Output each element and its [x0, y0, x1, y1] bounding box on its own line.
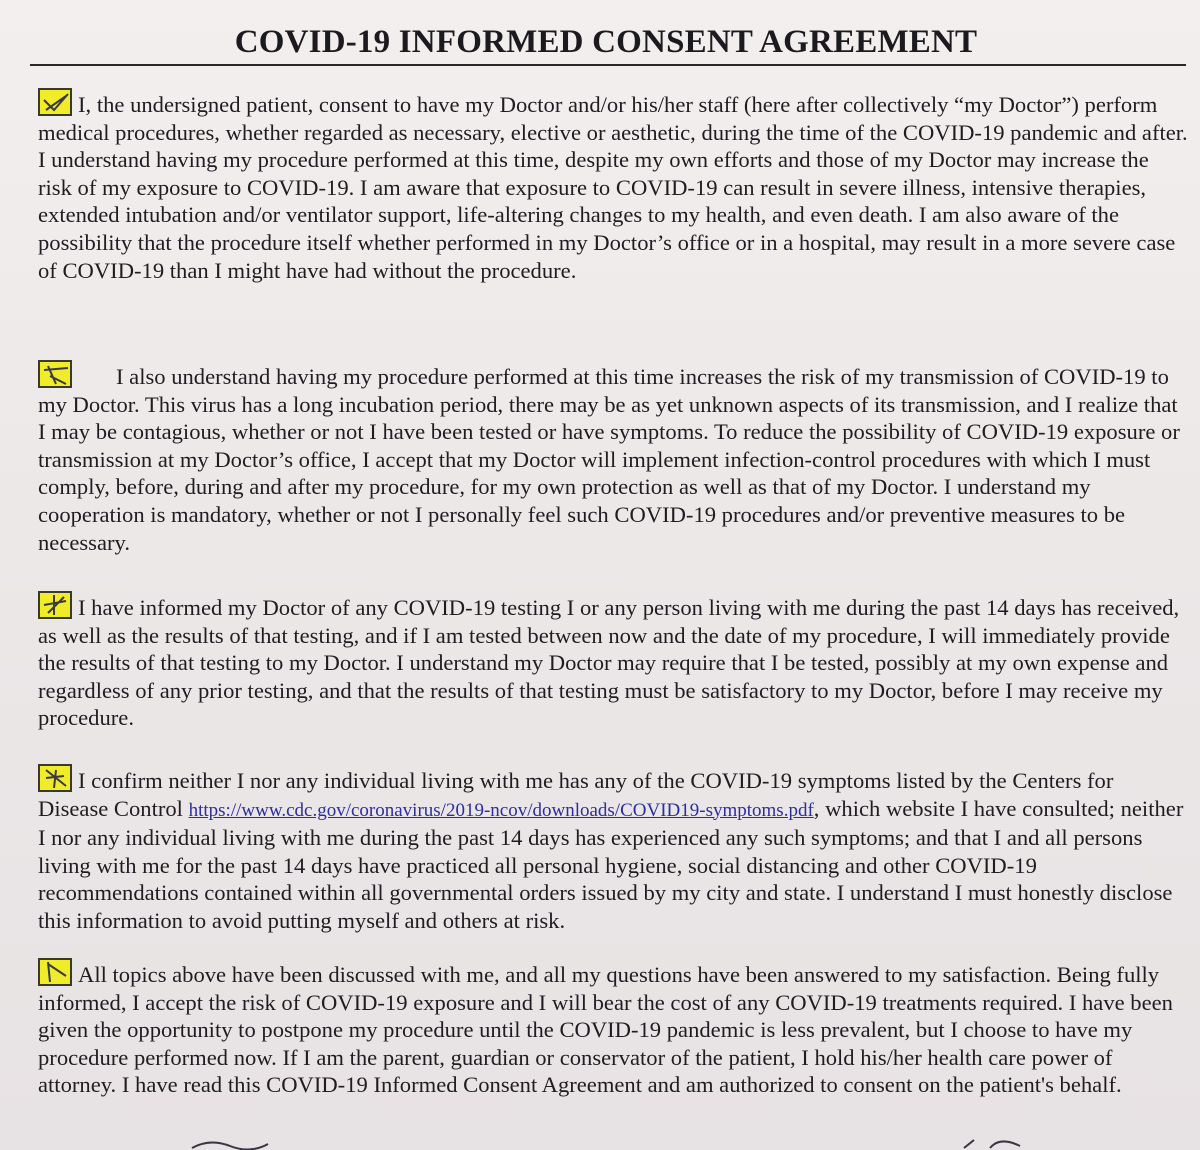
- paragraph-3-text: I have informed my Doctor of any COVID-19 testing I or any person living with me during the past 14 days has received, as well as the results of that testing, and if I am tested between now and the date of my procedure, I will immediately provide the results of that testing to my Doctor. I understand my Doctor may require that I be tested, possibly at my own expense and regardless of any prior testing, and that the results of that testing must be satisfactory to my Doctor, before I may receive my procedure.: [38, 595, 1180, 731]
- consent-paragraph-4: [38, 764, 1188, 935]
- checkbox-2[interactable]: [38, 360, 72, 388]
- signature-stroke-right: [960, 1136, 1030, 1150]
- paragraph-4-text-after: , which website I have consulted; neither I nor any individual living with me during the past 14 days has experienced any such symptoms; and that I and all persons living with me for the past 14 days have practiced all personal hygiene, social distancing and other COVID-19 recommendations contained within all governmental orders issued by my city and state. I understand I must honestly disclose this information to avoid putting myself and others at risk.: [38, 795, 1184, 933]
- checkbox-3[interactable]: [38, 591, 72, 619]
- paragraph-4-text-before: I confirm neither I nor any individual living with me has any of the COVID-19 symptoms listed by the Centers for Disease Control: [38, 768, 1114, 821]
- cdc-symptoms-link[interactable]: https://www.cdc.gov/coronavirus/2019-ncov/downloads/COVID19-symptoms.pdf: [188, 799, 814, 821]
- document-title: COVID-19 INFORMED CONSENT AGREEMENT: [234, 24, 978, 60]
- checkbox-4[interactable]: [38, 764, 72, 792]
- checkbox-5[interactable]: [38, 958, 72, 986]
- consent-paragraph-3: [38, 591, 1188, 732]
- handwritten-check-icon: [40, 766, 70, 790]
- title-divider: [30, 64, 1186, 66]
- signature-stroke-left: [190, 1136, 270, 1150]
- paragraph-2-text: I also understand having my procedure performed at this time increases the risk of my transmission of COVID-19 to my Doctor. This virus has a long incubation period, there may be as yet unknown aspects of its transmission, and I realize that I may be contagious, whether or not I have been tested or have symptoms. To reduce the possibility of COVID-19 exposure or transmission at my Doctor’s office, I accept that my Doctor will implement infection-control procedures with which I must comply, before, during and after my procedure, for my own protection as well as that of my Doctor. I understand my cooperation is mandatory, whether or not I personally feel such COVID-19 procedures and/or preventive measures to be necessary.: [38, 364, 1180, 555]
- handwritten-check-icon: [40, 90, 70, 114]
- consent-paragraph-1: [38, 88, 1188, 284]
- paragraph-5-text: All topics above have been discussed with me, and all my questions have been answered to my satisfaction. Being fully informed, I accept the risk of COVID-19 exposure and I will bear the cost of any COVID-19 treatments required. I have been given the opportunity to postpone my procedure until the COVID-19 pandemic is less prevalent, but I choose to have my procedure performed now. If I am the parent, guardian or conservator of the patient, I hold his/her health care power of attorney. I have read this COVID-19 Informed Consent Agreement and am authorized to consent on the patient's behalf.: [38, 962, 1173, 1098]
- checkbox-1[interactable]: [38, 88, 72, 116]
- handwritten-check-icon: [40, 362, 70, 386]
- paragraph-1-text: I, the undersigned patient, consent to have my Doctor and/or his/her staff (here after collectively “my Doctor”) perform medical procedures, whether regarded as necessary, elective or aesthetic, during the time of the COVID-19 pandemic and after. I understand having my procedure performed at this time, despite my own efforts and those of my Doctor may increase the risk of my exposure to COVID-19. I am aware that exposure to COVID-19 can result in severe illness, intensive therapies, extended intubation and/or ventilator support, life-altering changes to my health, and even death. I am also aware of the possibility that the procedure itself whether performed in my Doctor’s office or in a hospital, may result in a more severe case of COVID-19 than I might have had without the procedure.: [38, 92, 1188, 283]
- handwritten-check-icon: [40, 593, 70, 617]
- consent-paragraph-2: [38, 360, 1188, 556]
- consent-paragraph-5: [38, 958, 1188, 1099]
- handwritten-check-icon: [40, 960, 70, 984]
